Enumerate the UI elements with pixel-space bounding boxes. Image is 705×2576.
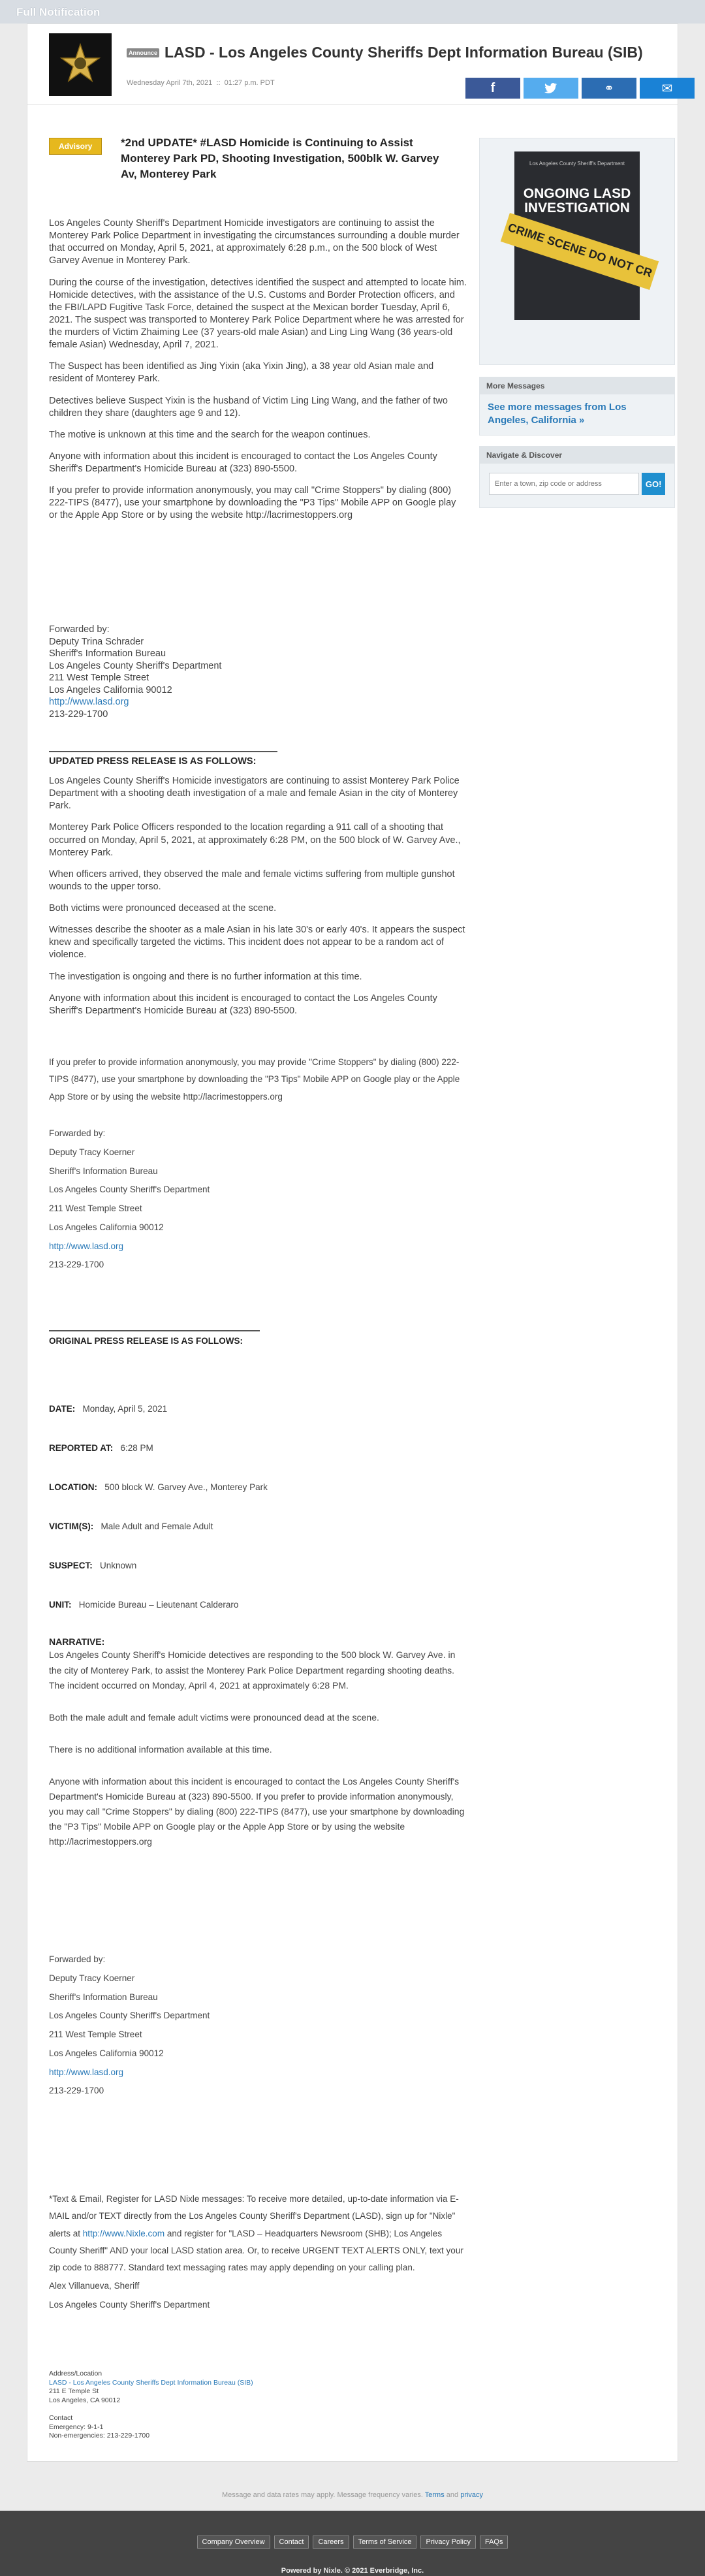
address-block	[49, 2370, 467, 2406]
address-city: Los Angeles, CA 90012	[49, 2396, 121, 2404]
crime-tape: CRIME SCENE DO NOT CR	[501, 213, 659, 290]
forward-line: Los Angeles County Sheriff's Department	[49, 2011, 210, 2021]
footer-link-terms[interactable]: Terms of Service	[353, 2536, 417, 2549]
terms-link[interactable]: Terms	[424, 2491, 445, 2499]
forward-line: Los Angeles California 90012	[49, 684, 172, 695]
address-street: 211 E Temple St	[49, 2387, 99, 2396]
divider	[49, 1330, 260, 1331]
signature	[49, 2277, 467, 2315]
narrative-paragraph: Both the male adult and female adult victims were pronounced dead at the scene.	[49, 1711, 379, 1723]
forward-line: Los Angeles California 90012	[49, 1222, 164, 1232]
agency-title	[127, 44, 643, 61]
facebook-icon: f	[490, 80, 495, 95]
twitter-icon	[544, 83, 557, 93]
update-paragraph: Los Angeles County Sheriff's Department Homicide investigators are continuing to assist the Monterey Park Police Department in investigating the circumstances surrounding a double murder that occurred on Monday, April 5, 2021, at approximately 6:28 p.m., on the 500 block of West Garvey Avenue in Monterey Park.	[49, 218, 460, 266]
forward-phone: 213-229-1700	[49, 708, 108, 720]
topbar-title: Full Notification	[16, 6, 101, 18]
navigate-heading: Navigate & Discover	[480, 447, 674, 464]
email-share-button[interactable]	[640, 78, 695, 99]
forwarded-by-1	[49, 624, 467, 720]
footer-link-contact[interactable]: Contact	[274, 2536, 309, 2549]
topbar	[0, 0, 705, 24]
forwarded-by-2	[49, 1124, 467, 1275]
powered-by: Powered by Nixle. © 2021 Everbridge, Inc.	[281, 2567, 424, 2575]
lasd-link[interactable]: http://www.lasd.org	[49, 1241, 124, 1251]
more-messages-panel	[479, 377, 675, 436]
field-date: DATE: Monday, April 5, 2021	[49, 1404, 168, 1414]
update-body	[49, 217, 467, 532]
forward-line: 211 West Temple Street	[49, 673, 149, 684]
updated-paragraph: Witnesses describe the shooter as a male Asian in his late 30's or early 40's. It appears the suspect knew and specifically targeted the victims. This incident does not appear to be a random act of violence.	[49, 925, 465, 961]
original-heading: ORIGINAL PRESS RELEASE IS AS FOLLOWS:	[49, 1336, 243, 1346]
updated-paragraph: The investigation is ongoing and there is no further information at this time.	[49, 971, 362, 982]
sheriff-star-logo	[49, 33, 112, 96]
update-paragraph: The Suspect has been identified as Jing Yixin (aka Yixin Jing), a 38 year old Asian male and resident of Monterey Park.	[49, 361, 434, 385]
lasd-link[interactable]: http://www.lasd.org	[49, 697, 129, 708]
more-messages-heading: More Messages	[480, 377, 674, 394]
forward-line: Deputy Tracy Koerner	[49, 1973, 135, 1983]
notification-card	[27, 24, 678, 2462]
investigation-image	[506, 151, 654, 320]
message-headline: *2nd UPDATE* #LASD Homicide is Continuing to Assist Monterey Park PD, Shooting Investigation, 500blk W. Garvey Av, Monterey Park	[121, 136, 439, 180]
book-dept: Los Angeles County Sheriff's Department	[529, 161, 625, 167]
location-search-input[interactable]	[489, 473, 639, 495]
field-location: LOCATION: 500 block W. Garvey Ave., Monterey Park	[49, 1482, 268, 1492]
forward-line: Sheriff's Information Bureau	[49, 1166, 158, 1176]
privacy-link[interactable]: privacy	[460, 2491, 484, 2499]
forwarded-by-3	[49, 1950, 467, 2101]
forward-line: 211 West Temple Street	[49, 1203, 142, 1213]
book-title: ONGOING LASD INVESTIGATION	[523, 186, 631, 216]
sign-org: Los Angeles County Sheriff's Department	[49, 2299, 210, 2310]
updated-paragraph: Monterey Park Police Officers responded to the location regarding a 911 call of a shooting that occurred on Monday, April 5, 2021, at approximately 6:28 PM, on the 500 block of W. Garvey Ave., Monterey Park.	[49, 822, 461, 858]
update-paragraph: During the course of the investigation, detectives identified the suspect and attempted to locate him. Homicide detectives, with the assistance of the U.S. Customs and Border Protection officers, and the FBI/LAPD Fugitive Task Force, detained the suspect at the Mexican border Tuesday, April 6, 2021. The suspect was transported to Monterey Park Police Department where he was arrested for the murders of Victim Zhaiming Lee (37 years-old male Asian) and Ling Ling Wang (36 years-old female Asian) Wednesday, April 7, 2021.	[49, 277, 467, 351]
contact-non-emergency: Non-emergencies: 213-229-1700	[49, 2432, 150, 2440]
email-icon: ✉	[661, 81, 673, 96]
forward-line: Sheriff's Information Bureau	[49, 1992, 158, 2002]
agency-link[interactable]: LASD - Los Angeles County Sheriffs Dept Information Bureau (SIB)	[49, 2378, 253, 2387]
narrative-paragraph: Anyone with information about this incident is encouraged to contact the Los Angeles County Sheriff's Department's Homicide Bureau at (323) 890-5500. If you prefer to provide information anonymously, you may call "Crime Stoppers" by dialing (800) 222-TIPS (8477), use your smartphone by downloading the "P3 Tips" Mobile APP on Google play or the Apple App Store or by using the website http://lacrimestoppers.org	[49, 1775, 465, 1847]
narrative-paragraph: Los Angeles County Sheriff's Homicide detectives are responding to the 500 block W. Garvey Ave. in the city of Monterey Park, to assist the Monterey Park Police Department regarding shooting deaths. The incident occurred on Monday, April 4, 2021 at approximately 6:28 PM.	[49, 1649, 456, 1691]
updated-body	[49, 775, 467, 1026]
forward-line: Los Angeles County Sheriff's Department	[49, 660, 222, 671]
updated-paragraph: Anyone with information about this incident is encouraged to contact the Los Angeles County Sheriff's Department's Homicide Bureau at (323) 890-5500.	[49, 993, 437, 1016]
update-paragraph: Anyone with information about this incident is encouraged to contact the Los Angeles County Sheriff's Department's Homicide Bureau at (323) 890-5500.	[49, 451, 437, 474]
sign-name: Alex Villanueva, Sheriff	[49, 2281, 140, 2291]
footer-disclaimer: Message and data rates may apply. Message frequency varies. Terms and privacy	[221, 2491, 484, 2499]
facebook-share-button[interactable]	[465, 78, 520, 99]
contact-emergency: Emergency: 9-1-1	[49, 2423, 104, 2431]
updated-paragraph: When officers arrived, they observed the male and female victims suffering from multiple gunshot wounds to the upper torso.	[49, 868, 455, 892]
featured-image-panel	[479, 138, 675, 365]
navigate-panel	[479, 446, 675, 508]
footer-links	[0, 2536, 705, 2549]
update-paragraph: The motive is unknown at this time and the search for the weapon continues.	[49, 429, 371, 440]
footer-bar	[0, 2511, 705, 2576]
forward-label: Forwarded by:	[49, 624, 110, 635]
forward-phone: 213-229-1700	[49, 2086, 104, 2096]
footer-link-faqs[interactable]: FAQs	[480, 2536, 509, 2549]
updated-paragraph: Los Angeles County Sheriff's Homicide investigators are continuing to assist Monterey Park Police Department with a shooting death investigation of a male and female Asian in the city of Monterey Park.	[49, 776, 460, 812]
advisory-badge-wrap	[49, 135, 102, 155]
go-button[interactable]: GO!	[642, 473, 665, 495]
forward-line: Deputy Tracy Koerner	[49, 1147, 135, 1157]
update-paragraph: Detectives believe Suspect Yixin is the husband of Victim Ling Ling Wang, and the father of two children they share (daughters age 9 and 12).	[49, 395, 448, 419]
agency-name[interactable]: LASD - Los Angeles County Sheriffs Dept Information Bureau (SIB)	[164, 44, 643, 61]
link-icon: ⚭	[604, 81, 614, 95]
updated-anon: If you prefer to provide information anonymously, you may provide "Crime Stoppers" by dialing (800) 222-TIPS (8477), use your smartphone by downloading the "P3 Tips" Mobile APP on Google play or the Apple App Store or by using the website http://lacrimestoppers.org	[49, 1057, 460, 1102]
address-label: Address/Location	[49, 2370, 102, 2377]
field-suspect: SUSPECT: Unknown	[49, 1561, 137, 1570]
footer-link-privacy[interactable]: Privacy Policy	[420, 2536, 475, 2549]
announce-icon: Announce	[127, 48, 159, 57]
footer-link-company[interactable]: Company Overview	[197, 2536, 270, 2549]
forward-line: Deputy Trina Schrader	[49, 636, 144, 647]
contact-label: Contact	[49, 2414, 73, 2422]
field-victims: VICTIM(S): Male Adult and Female Adult	[49, 1521, 213, 1531]
field-unit: UNIT: Homicide Bureau – Lieutenant Calderaro	[49, 1600, 239, 1610]
footer-link-careers[interactable]: Careers	[313, 2536, 349, 2549]
narrative-block	[49, 1636, 467, 1858]
forward-label: Forwarded by:	[49, 1128, 106, 1138]
forward-line: Sheriff's Information Bureau	[49, 648, 166, 660]
forward-label: Forwarded by:	[49, 1954, 106, 1964]
more-messages-link[interactable]: See more messages from Los Angeles, California »	[488, 402, 627, 426]
twitter-share-button[interactable]	[524, 78, 578, 99]
forward-line: Los Angeles California 90012	[49, 2048, 164, 2058]
forward-phone: 213-229-1700	[49, 1260, 104, 1270]
narrative-label: NARRATIVE:	[49, 1636, 105, 1647]
forward-line: 211 West Temple Street	[49, 2029, 142, 2039]
original-fields	[49, 1403, 467, 1638]
forward-line: Los Angeles County Sheriff's Department	[49, 1185, 210, 1195]
nixle-paragraph: *Text & Email, Register for LASD Nixle messages: To receive more detailed, up-to-date information via E-MAIL and/or TEXT directly from the Los Angeles County Sheriff's Department (LASD), sign up for "Nixle" alerts at http://www.Nixle.com and register for "LASD – Headquarters Newsroom (SHB); Los Angeles County Sheriff" AND your local LASD station area. Or, to receive URGENT TEXT ALERTS ONLY, text your zip code to 888777. Standard text messaging rates may apply depending on your calling plan.	[49, 2194, 463, 2273]
advisory-badge: Advisory	[49, 138, 102, 155]
updated-paragraph: Both victims were pronounced deceased at the scene.	[49, 903, 277, 914]
divider	[49, 751, 277, 752]
narrative-paragraph: There is no additional information available at this time.	[49, 1743, 272, 1755]
updated-heading: UPDATED PRESS RELEASE IS AS FOLLOWS:	[49, 756, 257, 767]
message-date: Wednesday April 7th, 2021 :: 01:27 p.m. PDT	[127, 79, 275, 87]
update-paragraph: If you prefer to provide information anonymously, you may call "Crime Stoppers" by dialing (800) 222-TIPS (8477), use your smartphone by downloading the "P3 Tips" Mobile APP on Google play or the Apple App Store or by using the website http://lacrimestoppers.org	[49, 485, 456, 521]
nixle-link[interactable]: http://www.Nixle.com	[82, 2228, 165, 2238]
lasd-link[interactable]: http://www.lasd.org	[49, 2067, 124, 2077]
copy-link-button[interactable]	[582, 78, 636, 99]
field-reported-at: REPORTED AT: 6:28 PM	[49, 1443, 153, 1453]
message-header	[27, 24, 678, 105]
contact-block	[49, 2414, 467, 2441]
